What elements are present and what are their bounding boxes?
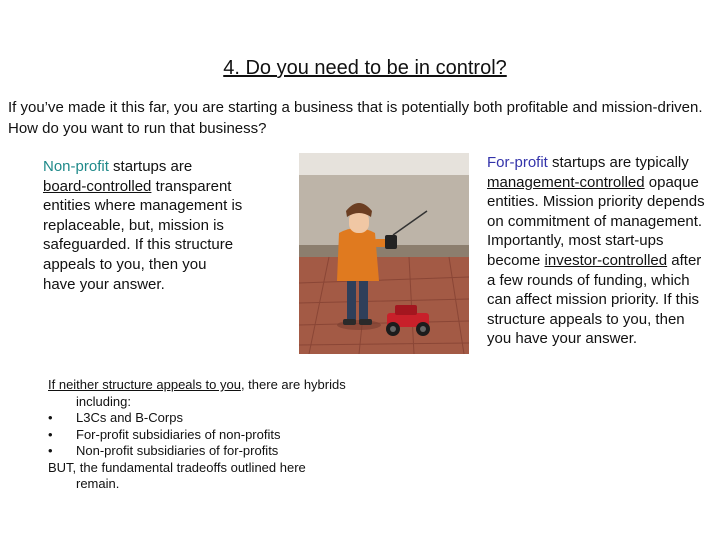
slide-title-text: 4. Do you need to be in control?: [223, 57, 507, 79]
list-item: [48, 410, 408, 427]
forprofit-label: For-profit: [487, 154, 548, 171]
hybrids-closing-cont: remain.: [76, 476, 120, 491]
slide-title: [0, 55, 728, 81]
photo-illustration: [299, 153, 469, 354]
bullet-icon: •: [48, 410, 53, 425]
nonprofit-text-1: startups are: [108, 158, 193, 175]
forprofit-paragraph: [487, 153, 707, 349]
forprofit-text-1: startups are typically: [547, 154, 689, 171]
hybrids-lead: [48, 377, 408, 394]
hybrid-item-label: L3Cs and B-Corps: [76, 410, 183, 425]
forprofit-text-3: after a few rounds of funding, which can affect mission priority. If this structure appeals to you, then you have your answer.: [487, 251, 702, 348]
nonprofit-text-2: transparent entities where management is replaceable, but, mission is safeguarded. If this structure appeals to you, then you have your answer.: [43, 177, 243, 293]
list-item: [48, 443, 408, 460]
investor-controlled-link[interactable]: investor-controlled: [544, 251, 668, 269]
list-item: [48, 427, 408, 444]
board-controlled-link[interactable]: board-controlled: [43, 177, 152, 195]
hybrids-lead-link[interactable]: If neither structure appeals to you: [48, 377, 241, 392]
hybrids-lead-cont: including:: [76, 393, 131, 409]
hybrids-lead-rest: , there are hybrids: [240, 377, 346, 392]
bullet-icon: •: [48, 426, 53, 442]
intro-paragraph: If you’ve made it this far, you are starting a business that is potentially both profitable and mission-driven. How do you want to run that business?: [8, 99, 703, 137]
nonprofit-paragraph: [43, 157, 243, 294]
management-controlled-link[interactable]: management-controlled: [487, 173, 645, 191]
nonprofit-label: Non-profit: [43, 158, 109, 175]
hybrids-section: [48, 377, 408, 493]
hybrids-closing: BUT, the fundamental tradeoffs outlined here: [48, 459, 306, 475]
hybrid-item-label: Non-profit subsidiaries of for-profits: [76, 443, 279, 458]
child-rc-car-photo: [299, 153, 469, 354]
hybrids-list: [48, 410, 408, 460]
bullet-icon: •: [48, 443, 53, 458]
hybrid-item-label: For-profit subsidiaries of non-profits: [76, 426, 281, 442]
forprofit-text-2: opaque entities. Mission priority depends on commitment of management. Importantly, most start-ups become: [487, 173, 705, 269]
